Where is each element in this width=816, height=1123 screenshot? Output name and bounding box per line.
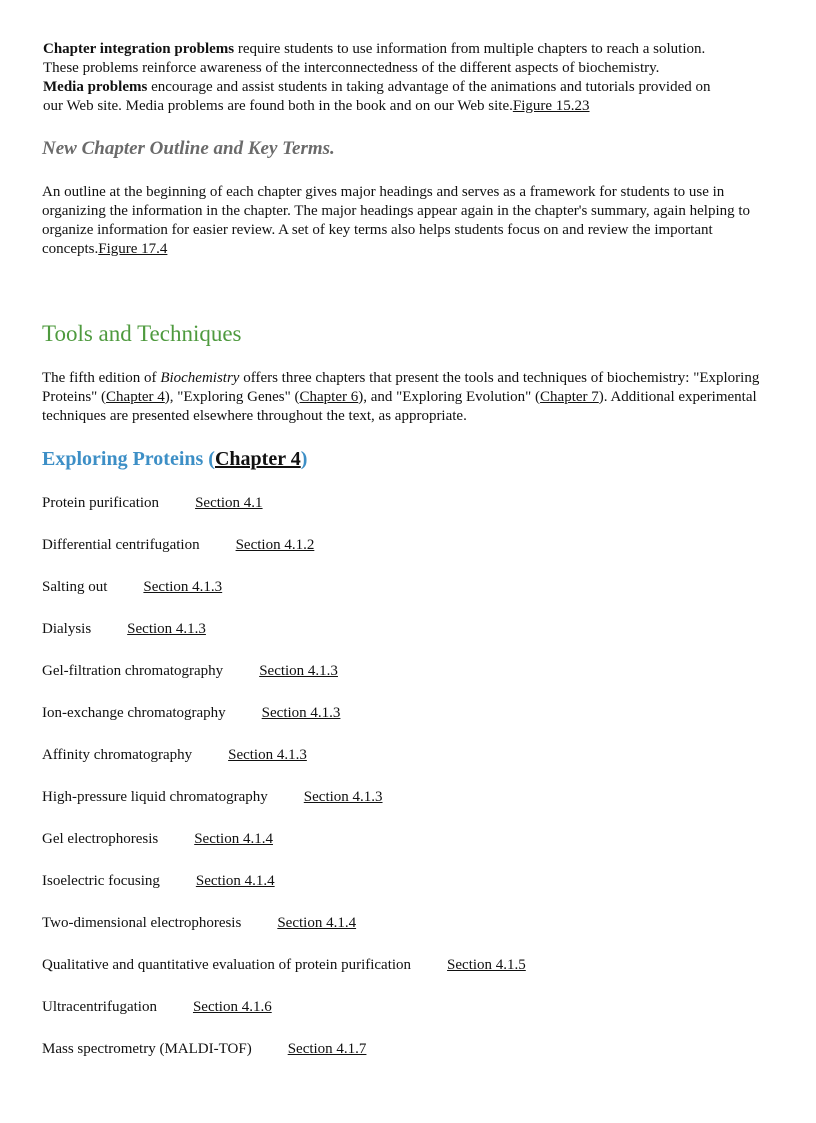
chapter-4-link[interactable]: Chapter 4 xyxy=(106,389,165,405)
section-link[interactable]: Section 4.1.6 xyxy=(192,999,272,1015)
technique-label: Isoelectric focusing xyxy=(42,873,160,889)
section-link[interactable]: Section 4.1.5 xyxy=(447,957,526,973)
exploring-proteins-prefix: Exploring Proteins ( xyxy=(42,448,215,470)
section-link[interactable]: Section 4.1.4 xyxy=(194,831,273,847)
section-link[interactable]: Section 4.1.7 xyxy=(287,1041,367,1057)
technique-label: Dialysis xyxy=(42,621,92,637)
media-problems-label: Media problems xyxy=(43,79,148,95)
tools-text-1: The fifth edition of xyxy=(42,370,161,386)
section-link[interactable]: Section 4.1.2 xyxy=(235,537,315,553)
outline-heading: New Chapter Outline and Key Terms. xyxy=(42,138,335,159)
technique-label: Qualitative and quantitative evaluation of protein purification xyxy=(42,957,412,973)
outline-paragraph xyxy=(42,183,762,259)
technique-item xyxy=(42,704,762,746)
technique-label: Ion-exchange chromatography xyxy=(42,705,226,721)
technique-item xyxy=(42,536,762,578)
section-link[interactable]: Section 4.1.4 xyxy=(195,873,275,889)
media-problems-text: encourage and assist students in taking advantage of the animations and tutorials provided on our Web site. Media problems are found both in the book and on our Web site. xyxy=(43,79,711,114)
technique-item xyxy=(42,662,762,704)
outline-text: An outline at the beginning of each chapter gives major headings and serves as a framework for students to use in organizing the information in the chapter. The major headings appear again in the chapter's summary, again helping to organize information for easier review. A set of key terms also helps students focus on and review the important concepts. xyxy=(42,184,751,257)
figure-17-4-link[interactable]: Figure 17.4 xyxy=(98,241,168,257)
technique-label: High-pressure liquid chromatography xyxy=(42,789,268,805)
technique-item xyxy=(42,956,762,998)
chapter-6-link[interactable]: Chapter 6 xyxy=(299,389,359,405)
exploring-proteins-chapter-link[interactable]: Chapter 4 xyxy=(214,448,301,470)
section-link[interactable]: Section 4.1.3 xyxy=(143,579,223,595)
section-link[interactable]: Section 4.1.4 xyxy=(277,915,357,931)
technique-item xyxy=(42,872,762,914)
technique-item xyxy=(42,914,762,956)
chapter-integration-paragraph xyxy=(43,40,733,78)
tools-text-4: ), and "Exploring Evolution" ( xyxy=(358,389,541,405)
chapter-integration-text: require students to use information from multiple chapters to reach a solution. These problems reinforce awareness of the interconnectedness of the different aspects of biochemistry. xyxy=(43,41,706,76)
section-link[interactable]: Section 4.1.3 xyxy=(303,789,383,805)
section-link[interactable]: Section 4.1 xyxy=(195,495,263,511)
technique-item xyxy=(42,494,762,536)
technique-list xyxy=(42,494,762,1082)
technique-label: Ultracentrifugation xyxy=(42,999,157,1015)
media-problems-paragraph xyxy=(43,78,733,116)
exploring-proteins-suffix: ) xyxy=(300,448,308,470)
tools-text-3: ), "Exploring Genes" ( xyxy=(164,389,300,405)
technique-item xyxy=(42,1040,762,1082)
technique-item xyxy=(42,578,762,620)
technique-label: Protein purification xyxy=(42,495,160,511)
technique-label: Gel-filtration chromatography xyxy=(42,663,224,679)
technique-label: Mass spectrometry (MALDI-TOF) xyxy=(42,1041,252,1057)
technique-item xyxy=(42,788,762,830)
tools-heading: Tools and Techniques xyxy=(42,321,242,346)
section-link[interactable]: Section 4.1.3 xyxy=(259,663,338,679)
section-link[interactable]: Section 4.1.3 xyxy=(228,747,307,763)
exploring-proteins-heading xyxy=(42,446,307,472)
technique-item xyxy=(42,998,762,1040)
tools-text-2: offers three chapters that present the tools and techniques of biochemistry: "Exploring Proteins" ( xyxy=(42,370,760,405)
figure-15-23-link[interactable]: Figure 15.23 xyxy=(512,98,590,114)
technique-label: Two-dimensional electrophoresis xyxy=(42,915,242,931)
book-title: Biochemistry xyxy=(160,370,240,386)
tools-paragraph xyxy=(42,369,762,426)
chapter-integration-label: Chapter integration problems xyxy=(43,41,235,57)
technique-label: Gel electrophoresis xyxy=(42,831,159,847)
technique-label: Salting out xyxy=(42,579,108,595)
section-link[interactable]: Section 4.1.3 xyxy=(127,621,206,637)
problem-types-block xyxy=(43,40,733,116)
technique-label: Differential centrifugation xyxy=(42,537,200,553)
chapter-7-link[interactable]: Chapter 7 xyxy=(540,389,599,405)
technique-item xyxy=(42,620,762,662)
tools-text-5: ). Additional experimental techniques are presented elsewhere throughout the text, as appropriate. xyxy=(42,389,757,424)
technique-item xyxy=(42,746,762,788)
section-link[interactable]: Section 4.1.3 xyxy=(261,705,341,721)
technique-label: Affinity chromatography xyxy=(42,747,193,763)
technique-item xyxy=(42,830,762,872)
